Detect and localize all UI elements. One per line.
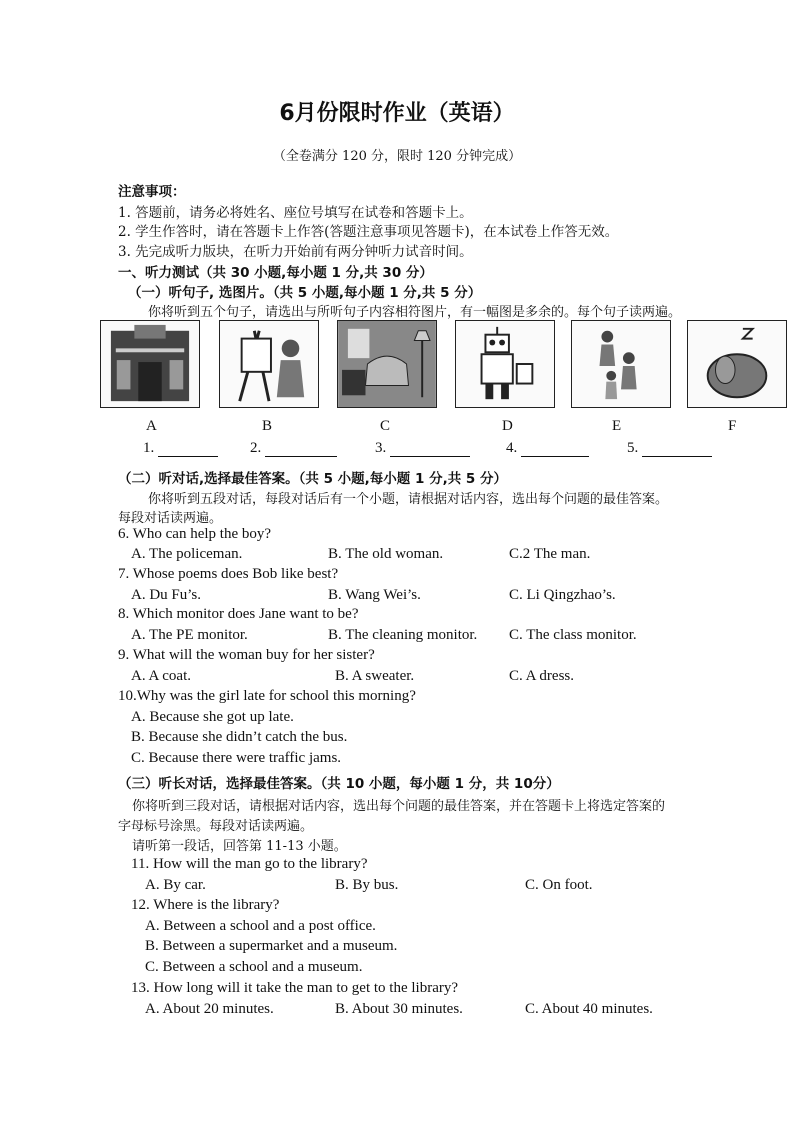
sleeping-elephant-icon: [688, 321, 786, 407]
picture-label-c: C: [380, 418, 391, 434]
picture-f: [687, 320, 787, 408]
part3-instruction-2: 字母标号涂黑。每段对话读两遍。: [118, 819, 314, 834]
answer-blank-label: 5.: [627, 440, 639, 456]
q11-option-c[interactable]: C. On foot.: [525, 877, 593, 893]
notice-item-2: 2. 学生作答时，请在答题卡上作答(答题注意事项见答题卡)，在本试卷上作答无效。: [118, 224, 619, 240]
answer-blank-2[interactable]: [250, 440, 337, 457]
picture-e: [571, 320, 671, 408]
notice-heading: 注意事项：: [118, 184, 186, 200]
answer-blank-1[interactable]: [143, 440, 218, 457]
section1-heading: 一、听力测试（共 30 小题,每小题 1 分,共 30 分）: [118, 265, 433, 281]
q8-option-a[interactable]: A. The PE monitor.: [131, 627, 248, 643]
q10-option-c[interactable]: C. Because there were traffic jams.: [131, 750, 342, 766]
q10-option-a[interactable]: A. Because she got up late.: [131, 709, 294, 725]
part1-instruction: 你将听到五个句子，请选出与所听句子内容相符图片，有一幅图是多余的。每个句子读两遍。: [148, 305, 682, 320]
picture-c: [337, 320, 437, 408]
answer-blank-label: 3.: [375, 440, 387, 456]
answer-blank-3[interactable]: [375, 440, 470, 457]
picture-label-f: F: [728, 418, 737, 434]
part2-instruction-1: 你将听到五段对话，每段对话后有一个小题，请根据对话内容，选出每个问题的最佳答案。: [148, 492, 669, 507]
question-7: 7. Whose poems does Bob like best?: [118, 566, 339, 582]
question-8: 8. Which monitor does Jane want to be?: [118, 606, 359, 622]
question-13: 13. How long will it take the man to get to the library?: [131, 980, 459, 996]
q10-option-b[interactable]: B. Because she didn’t catch the bus.: [131, 729, 348, 745]
picture-b: [219, 320, 319, 408]
picture-d: [455, 320, 555, 408]
picture-label-b: B: [262, 418, 273, 434]
notice-item-3: 3. 先完成听力版块，在听力开始前有两分钟听力试音时间。: [118, 244, 473, 260]
q9-option-a[interactable]: A. A coat.: [131, 668, 191, 684]
q8-option-b[interactable]: B. The cleaning monitor.: [328, 627, 478, 643]
answer-blank-4[interactable]: [506, 440, 589, 457]
picture-label-e: E: [612, 418, 622, 434]
q6-option-c[interactable]: C.2 The man.: [509, 546, 591, 562]
picture-a: [100, 320, 200, 408]
question-12: 12. Where is the library?: [131, 897, 280, 913]
q11-option-b[interactable]: B. By bus.: [335, 877, 399, 893]
picture-label-d: D: [502, 418, 513, 434]
q13-option-a[interactable]: A. About 20 minutes.: [145, 1001, 274, 1017]
q12-option-b[interactable]: B. Between a supermarket and a museum.: [145, 938, 398, 954]
answer-blank-label: 2.: [250, 440, 262, 456]
q6-option-a[interactable]: A. The policeman.: [131, 546, 243, 562]
q13-option-b[interactable]: B. About 30 minutes.: [335, 1001, 463, 1017]
question-6: 6. Who can help the boy?: [118, 526, 272, 542]
picture-label-a: A: [146, 418, 157, 434]
q9-option-c[interactable]: C. A dress.: [509, 668, 575, 684]
people-icon: [572, 321, 670, 407]
q7-option-c[interactable]: C. Li Qingzhao’s.: [509, 587, 616, 603]
notice-item-1: 1. 答题前，请务必将姓名、座位号填写在试卷和答题卡上。: [118, 205, 473, 221]
part1-heading: （一）听句子, 选图片。（共 5 小题,每小题 1 分,共 5 分）: [128, 285, 482, 301]
robot-icon: [456, 321, 554, 407]
part2-heading: （二）听对话,选择最佳答案。（共 5 小题,每小题 1 分,共 5 分）: [118, 471, 508, 487]
page-subtitle: （全卷满分 120 分，限时 120 分钟完成）: [272, 149, 522, 164]
part3-instruction-1: 你将听到三段对话，请根据对话内容，选出每个问题的最佳答案，并在答题卡上将选定答案的: [132, 799, 666, 814]
part3-subinstruction: 请听第一段话，回答第 11-13 小题。: [132, 839, 347, 854]
question-10: 10.Why was the girl late for school this morning?: [118, 688, 416, 704]
answer-blank-label: 1.: [143, 440, 155, 456]
page-title: 6月份限时作业（英语）: [279, 101, 515, 126]
q8-option-c[interactable]: C. The class monitor.: [509, 627, 637, 643]
question-9: 9. What will the woman buy for her sister?: [118, 647, 375, 663]
answer-blank-label: 4.: [506, 440, 518, 456]
q12-option-a[interactable]: A. Between a school and a post office.: [145, 918, 376, 934]
q13-option-c[interactable]: C. About 40 minutes.: [525, 1001, 653, 1017]
painting-girl-icon: [220, 321, 318, 407]
store-icon: [101, 321, 199, 407]
part3-heading: （三）听长对话，选择最佳答案。（共 10 小题，每小题 1 分，共 10分）: [118, 776, 560, 792]
answer-blank-5[interactable]: [627, 440, 712, 457]
q11-option-a[interactable]: A. By car.: [145, 877, 206, 893]
q9-option-b[interactable]: B. A sweater.: [335, 668, 415, 684]
q12-option-c[interactable]: C. Between a school and a museum.: [145, 959, 363, 975]
q7-option-a[interactable]: A. Du Fu’s.: [131, 587, 202, 603]
q7-option-b[interactable]: B. Wang Wei’s.: [328, 587, 421, 603]
part2-instruction-2: 每段对话读两遍。: [118, 511, 223, 526]
q6-option-b[interactable]: B. The old woman.: [328, 546, 444, 562]
question-11: 11. How will the man go to the library?: [131, 856, 368, 872]
living-room-icon: [338, 321, 436, 407]
